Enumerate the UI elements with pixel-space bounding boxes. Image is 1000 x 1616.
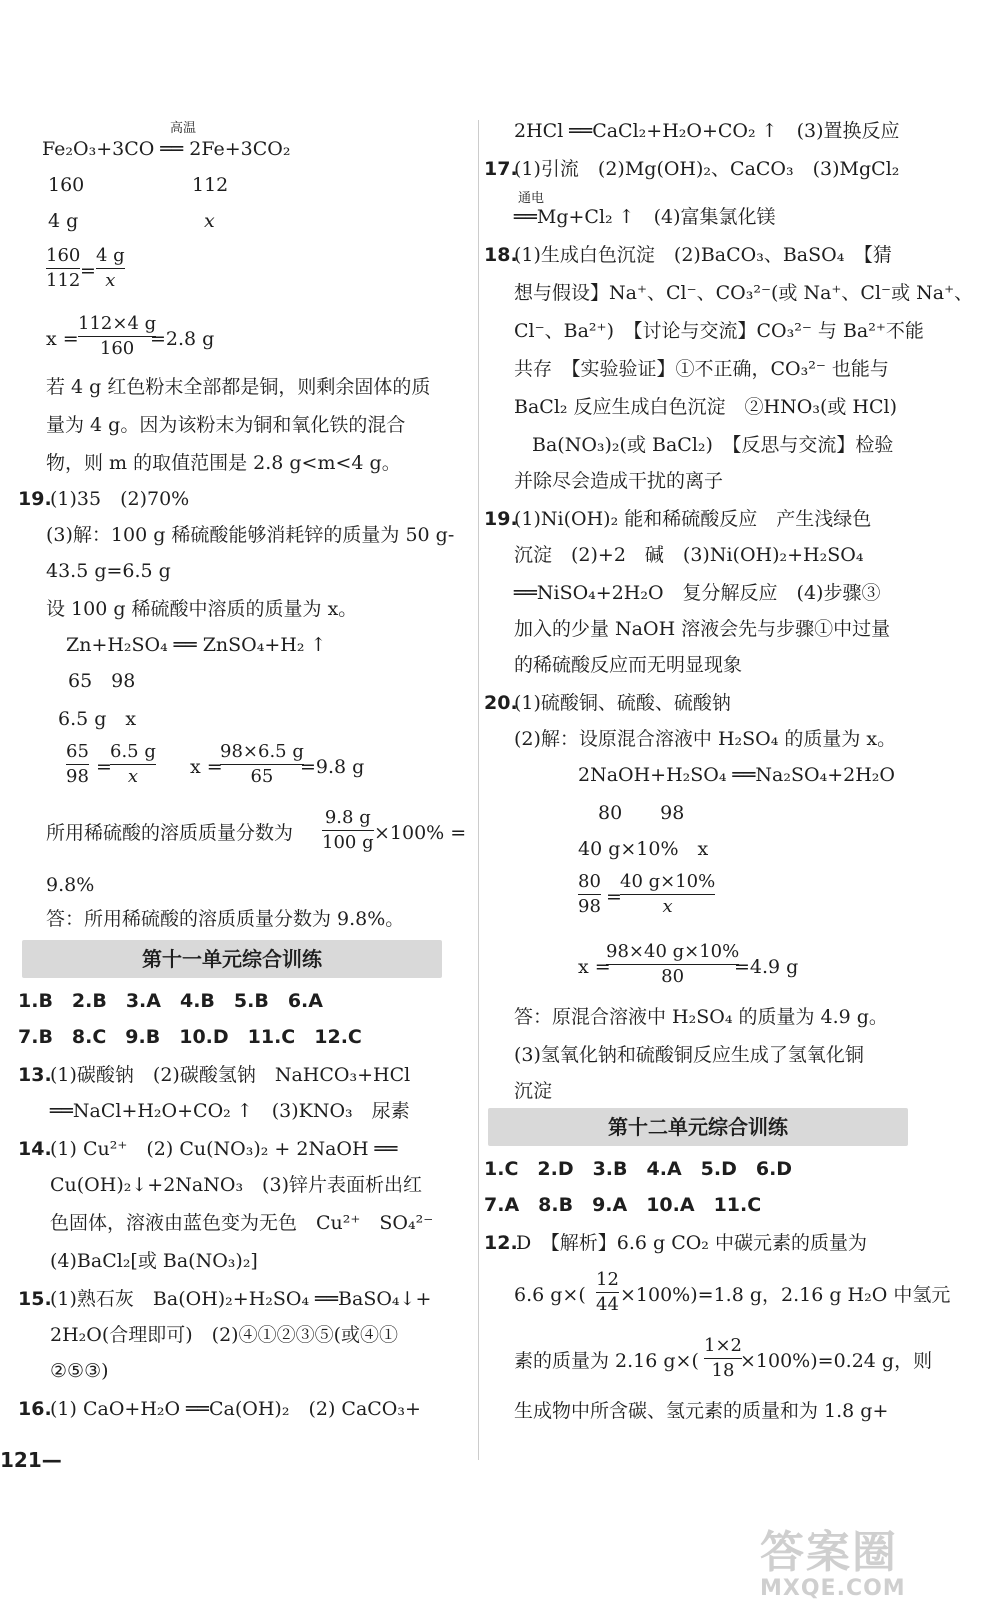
- conclusion: 答：原混合溶液中 H₂SO₄ 的质量为 4.9 g。: [514, 1006, 888, 1028]
- watermark-text: 答案圈: [760, 1527, 898, 1578]
- equals-sign: =: [606, 886, 622, 908]
- answer-line: (1)引流 (2)Mg(OH)₂、CaCO₃ (3)MgCl₂: [514, 158, 900, 180]
- answer-line: ══NiSO₄+2H₂O 复分解反应 (4)步骤③: [514, 582, 881, 604]
- result: =4.9 g: [734, 956, 799, 978]
- section-banner-unit-12: 第十二单元综合训练: [488, 1108, 908, 1146]
- equation-fe2o3: Fe₂O₃+3CO ══ 2Fe+3CO₂ 高温: [42, 136, 291, 162]
- fraction: 4 g x: [96, 245, 125, 291]
- answer-line: 共存 【实验验证】①不正确，CO₃²⁻ 也能与: [514, 358, 889, 380]
- text-line: 43.5 g=6.5 g: [46, 560, 171, 582]
- answer-line: ②⑤③): [50, 1360, 109, 1382]
- answer-line: (4)BaCl₂[或 Ba(NO₃)₂]: [50, 1250, 258, 1272]
- answer-line: Cl⁻、Ba²⁺) 【讨论与交流】CO₃²⁻ 与 Ba²⁺不能: [514, 320, 924, 342]
- question-number: 19.: [18, 488, 52, 510]
- answer-line: (2)解：设原混合溶液中 H₂SO₄ 的质量为 x。: [514, 728, 897, 750]
- answer-line: (1) CaO+H₂O ══Ca(OH)₂ (2) CaCO₃+: [50, 1398, 421, 1420]
- mass-ratio: 80 98: [598, 802, 685, 824]
- fraction: 80 98: [578, 871, 601, 917]
- result: =9.8 g: [300, 756, 365, 778]
- unknown-x: x: [204, 210, 215, 232]
- answer-line: ══Mg+Cl₂ ↑ (4)富集氯化镁 通电: [514, 204, 776, 230]
- reaction-condition: 通电: [518, 191, 545, 206]
- text-line: (3)解：100 g 稀硫酸能够消耗锌的质量为 50 g-: [46, 524, 455, 546]
- solve-x: x =: [578, 956, 611, 978]
- equation-naoh: 2NaOH+H₂SO₄ ══Na₂SO₄+2H₂O: [578, 764, 895, 786]
- mass-ratio: 65 98: [68, 670, 136, 692]
- equals-sign: =: [80, 260, 96, 282]
- answer-line: (1)Ni(OH)₂ 能和稀硫酸反应 产生浅绿色: [514, 508, 872, 530]
- mass-ratio: 112: [192, 174, 229, 196]
- mass-ratio: 160: [48, 174, 85, 196]
- answer-line: 2H₂O(合理即可) (2)④①②③⑤(或④①: [50, 1324, 399, 1346]
- answer-line: (1)熟石灰 Ba(OH)₂+H₂SO₄ ══BaSO₄↓+: [50, 1288, 432, 1310]
- answer-line: 素的质量为 2.16 g×(: [514, 1350, 699, 1372]
- watermark-url: MXQE.COM: [760, 1576, 906, 1601]
- question-number: 20.: [484, 692, 518, 714]
- answer-line: ×100%)=0.24 g，则: [740, 1350, 933, 1372]
- question-number: 19.: [484, 508, 518, 530]
- answer-line: 沉淀 (2)+2 碱 (3)Ni(OH)₂+H₂SO₄: [514, 544, 864, 566]
- fraction: 12 44: [596, 1269, 619, 1315]
- text-line: 设 100 g 稀硫酸中溶质的质量为 x。: [46, 598, 358, 620]
- watermark-logo: [760, 1516, 990, 1606]
- answer-line: 色固体，溶液由蓝色变为无色 Cu²⁺ SO₄²⁻: [50, 1212, 434, 1234]
- question-number: 16.: [18, 1398, 52, 1420]
- result: =2.8 g: [150, 328, 215, 350]
- fraction: 98×40 g×10% 80: [606, 941, 740, 987]
- solve-x: x =: [190, 756, 223, 778]
- question-number: 17.: [484, 158, 518, 180]
- fraction: 160 112: [46, 245, 81, 291]
- text-line: 所用稀硫酸的溶质质量分数为: [46, 822, 294, 844]
- answer-line: 2HCl ══CaCl₂+H₂O+CO₂ ↑ (3)置换反应: [514, 120, 900, 142]
- conclusion: 答：所用稀硫酸的溶质质量分数为 9.8%。: [46, 908, 405, 930]
- fraction: 112×4 g 160: [78, 313, 157, 359]
- column-divider: [478, 120, 479, 1460]
- question-number: 15.: [18, 1288, 52, 1310]
- question-number: 12.: [484, 1232, 518, 1254]
- text-line: 物，则 m 的取值范围是 2.8 g<m<4 g。: [46, 452, 401, 474]
- answer-line: (1)硫酸铜、硫酸、硫酸钠: [514, 692, 731, 714]
- answer-line: Ba(NO₃)₂(或 BaCl₂) 【反思与交流】检验: [532, 434, 894, 456]
- answer-line: (1)生成白色沉淀 (2)BaCO₃、BaSO₄ 【猜: [514, 244, 892, 266]
- text-line: 量为 4 g。因为该粉末为铜和氧化铁的混合: [46, 414, 406, 436]
- text-line: 9.8%: [46, 874, 95, 896]
- reaction-condition: 高温: [170, 121, 197, 136]
- fraction: 1×2 18: [704, 1335, 742, 1381]
- answer-key-row: 1.B 2.B 3.A 4.B 5.B 6.A: [18, 990, 323, 1012]
- answer-key-row: 7.B 8.C 9.B 10.D 11.C 12.C: [18, 1026, 362, 1048]
- text-line: ×100% =: [374, 822, 467, 844]
- answer-line: 并除尽会造成干扰的离子: [514, 470, 724, 492]
- fraction: 65 98: [66, 741, 89, 787]
- answer-line: (3)氢氧化钠和硫酸铜反应生成了氢氧化铜: [514, 1044, 864, 1066]
- question-number: 18.: [484, 244, 518, 266]
- question-number: 14.: [18, 1138, 52, 1160]
- known-mass: 40 g×10% x: [578, 838, 709, 860]
- answer-line: ══NaCl+H₂O+CO₂ ↑ (3)KNO₃ 尿素: [50, 1100, 410, 1122]
- answer-line: (1) Cu²⁺ (2) Cu(NO₃)₂ + 2NaOH ══: [50, 1138, 398, 1160]
- fraction: 98×6.5 g 65: [220, 741, 304, 787]
- answer-line: 加入的少量 NaOH 溶液会先与步骤①中过量: [514, 618, 891, 640]
- known-mass: 6.5 g x: [58, 708, 137, 730]
- answer-line: ×100%)=1.8 g，2.16 g H₂O 中氢元: [620, 1284, 951, 1306]
- equals-sign: =: [96, 756, 112, 778]
- question-number: 13.: [18, 1064, 52, 1086]
- answer-line: 6.6 g×(: [514, 1284, 586, 1306]
- fraction: 9.8 g 100 g: [322, 807, 374, 853]
- page-number: 121—: [0, 1448, 62, 1472]
- answer-line: BaCl₂ 反应生成白色沉淀 ②HNO₃(或 HCl): [514, 396, 897, 418]
- fraction: 6.5 g x: [110, 741, 156, 787]
- answer-line: D 【解析】6.6 g CO₂ 中碳元素的质量为: [516, 1232, 867, 1254]
- answer-line: (1)碳酸钠 (2)碳酸氢钠 NaHCO₃+HCl: [50, 1064, 411, 1086]
- answer-key-row: 7.A 8.B 9.A 10.A 11.C: [484, 1194, 762, 1216]
- solve-x: x =: [46, 328, 79, 350]
- answer-line: 生成物中所含碳、氢元素的质量和为 1.8 g+: [514, 1400, 889, 1422]
- equation-zn: Zn+H₂SO₄ ══ ZnSO₄+H₂ ↑: [66, 634, 327, 656]
- answer-line: Cu(OH)₂↓+2NaNO₃ (3)锌片表面析出红: [50, 1174, 422, 1196]
- fraction: 40 g×10% x: [620, 871, 716, 917]
- section-banner-unit-11: 第十一单元综合训练: [22, 940, 442, 978]
- answer-line: 想与假设】Na⁺、Cl⁻、CO₃²⁻(或 Na⁺、Cl⁻或 Na⁺、: [514, 282, 974, 304]
- text-line: 若 4 g 红色粉末全部都是铜，则剩余固体的质: [46, 376, 431, 398]
- answer-line: 沉淀: [514, 1080, 553, 1102]
- answer-key-row: 1.C 2.D 3.B 4.A 5.D 6.D: [484, 1158, 793, 1180]
- known-mass: 4 g: [48, 210, 79, 232]
- answer-line: (1)35 (2)70%: [50, 488, 190, 510]
- answer-line: 的稀硫酸反应而无明显现象: [514, 654, 743, 676]
